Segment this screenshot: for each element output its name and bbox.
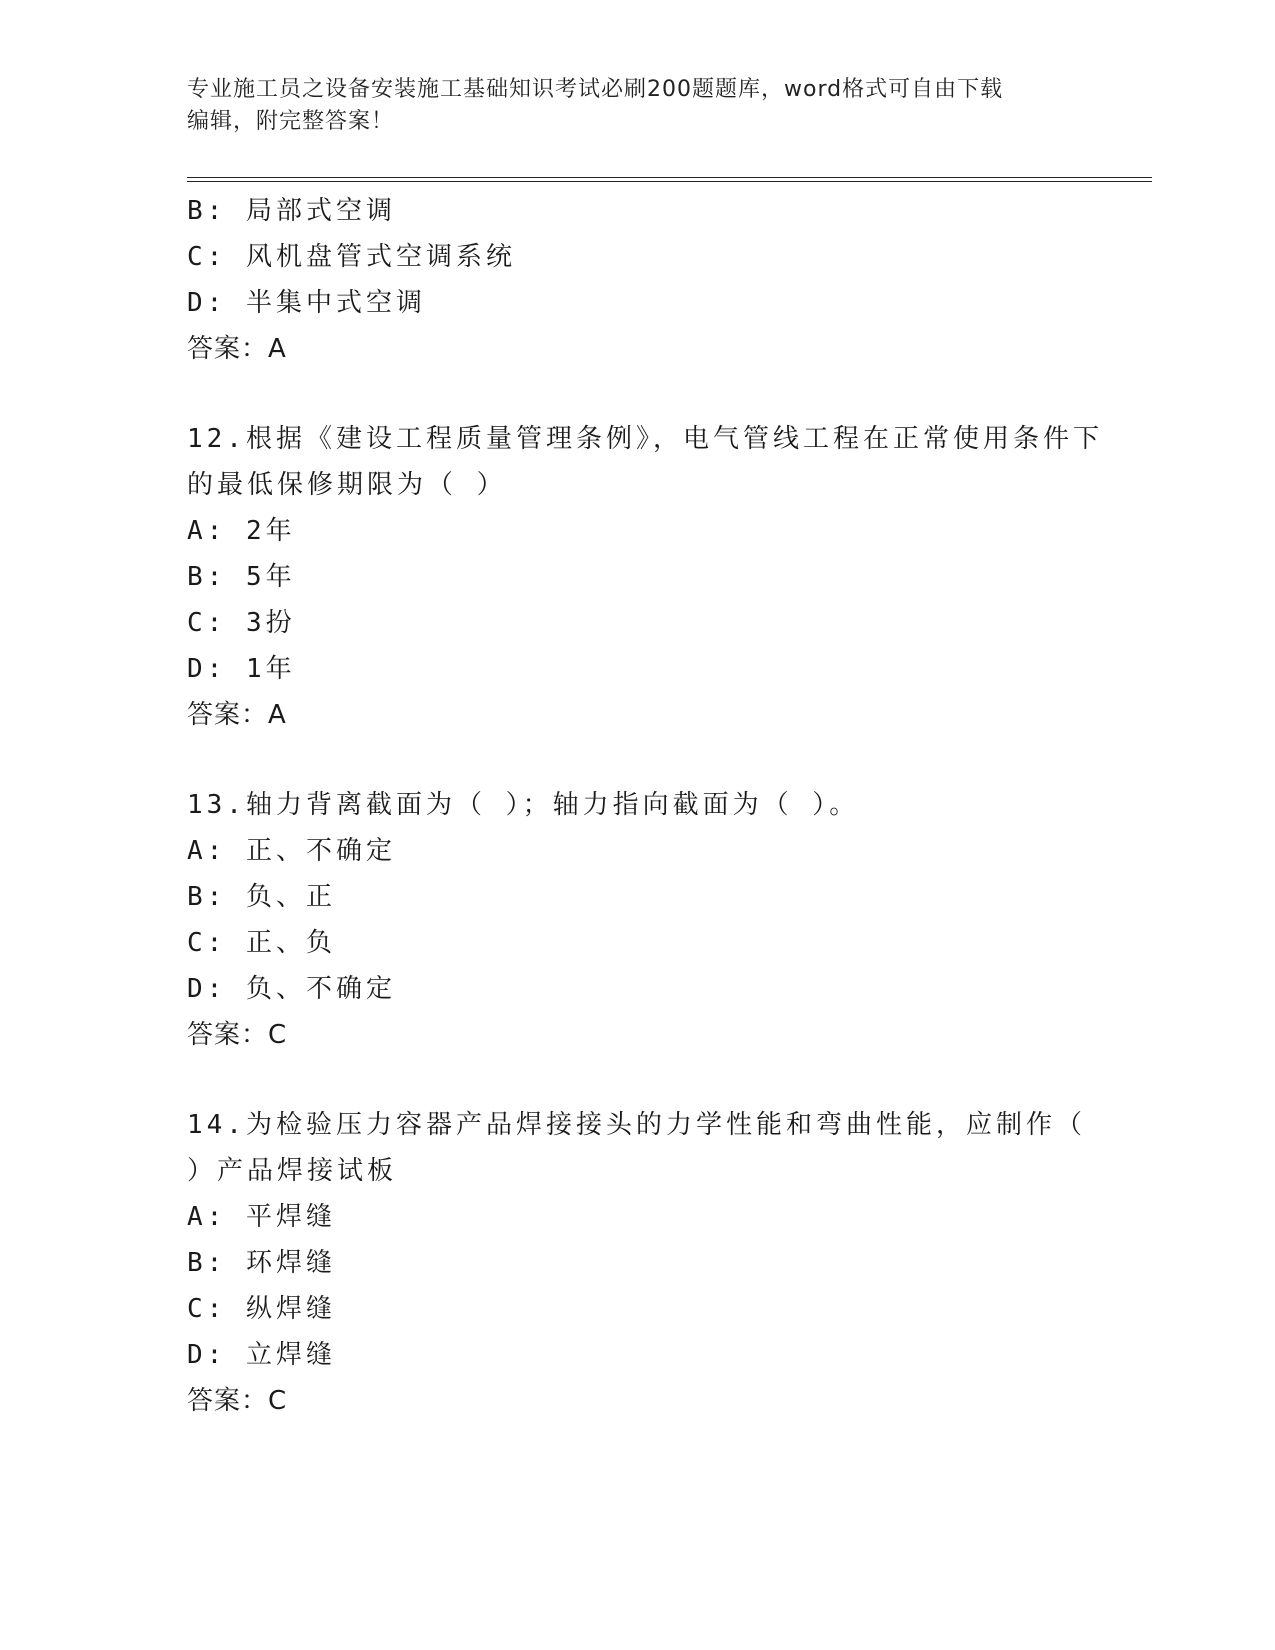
option-d: D: 半集中式空调 (187, 288, 426, 318)
option-b: B: 5年 (187, 562, 296, 592)
option-c: C: 风机盘管式空调系统 (187, 242, 516, 272)
question-gap (187, 1058, 1087, 1102)
question-content (187, 188, 1103, 1424)
option-a: A: 2年 (187, 516, 296, 546)
option-d: D: 负、不确定 (187, 974, 396, 1004)
question-stem-line: ）产品焊接试板 (187, 1156, 398, 1186)
answer-line: 答案：A (187, 334, 287, 364)
header-line-1: 专业施工员之设备安装施工基础知识考试必刷200题题库，word格式可自由下载 (187, 77, 1004, 102)
option-c: C: 3扮 (187, 608, 296, 638)
option-c: C: 纵焊缝 (187, 1294, 336, 1324)
question-13-block (187, 782, 1087, 1058)
option-b: B: 局部式空调 (187, 196, 396, 226)
question-gap (187, 372, 1087, 416)
question-stem-line: 12.根据《建设工程质量管理条例》，电气管线工程在正常使用条件下 (187, 424, 1103, 454)
prev-question-block (187, 188, 1087, 372)
question-stem-line: 13.轴力背离截面为（ ）；轴力指向截面为（ ）。 (187, 790, 860, 820)
question-14-block (187, 1102, 1087, 1424)
question-stem-line: 14.为检验压力容器产品焊接接头的力学性能和弯曲性能，应制作（ (187, 1110, 1086, 1140)
option-d: D: 1年 (187, 654, 296, 684)
document-header (187, 74, 1087, 138)
answer-line: 答案：A (187, 700, 287, 730)
option-c: C: 正、负 (187, 928, 336, 958)
option-d: D: 立焊缝 (187, 1340, 336, 1370)
header-divider (187, 177, 1152, 182)
option-a: A: 正、不确定 (187, 836, 396, 866)
header-line-2: 编辑，附完整答案！ (187, 109, 395, 134)
answer-line: 答案：C (187, 1020, 288, 1050)
answer-line: 答案：C (187, 1386, 288, 1416)
question-12-block (187, 416, 1103, 738)
option-b: B: 环焊缝 (187, 1248, 336, 1278)
question-gap (187, 738, 1087, 782)
option-a: A: 平焊缝 (187, 1202, 336, 1232)
question-stem-line: 的最低保修期限为（ ） (187, 470, 507, 500)
option-b: B: 负、正 (187, 882, 336, 912)
